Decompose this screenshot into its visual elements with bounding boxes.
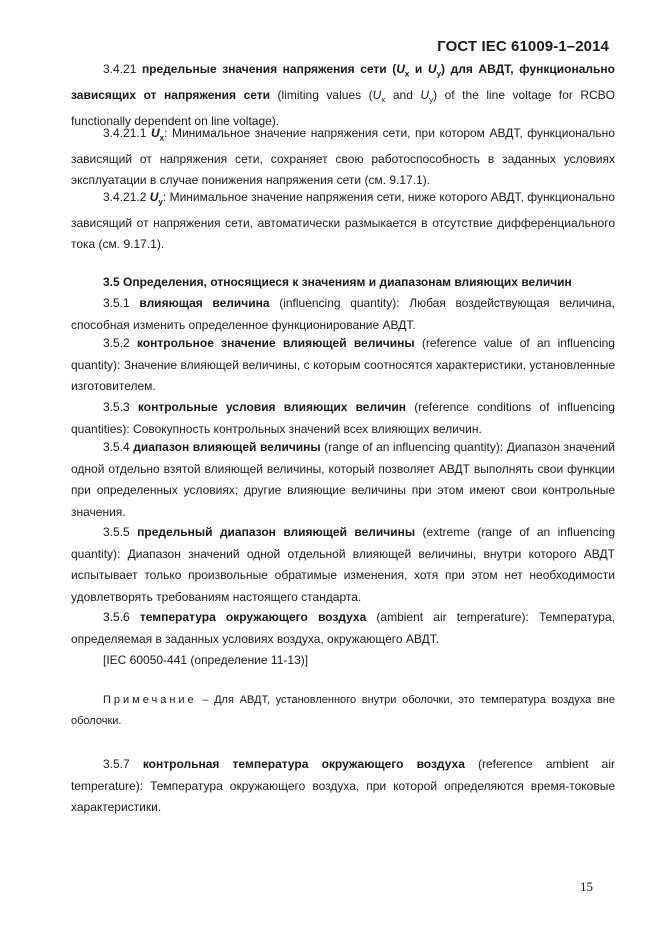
term-conjunction: и <box>409 62 428 76</box>
eng-symbol-uy: U <box>420 87 430 102</box>
term: диапазон влияющей величины <box>133 440 321 454</box>
term: контрольные условия влияющих величин <box>137 400 407 414</box>
english-part-b: ) of the line voltage for RCBO functionally dependent on line voltage). <box>71 87 615 128</box>
clause-3-4-21 <box>71 59 615 132</box>
clause-3-5-7 <box>71 754 615 819</box>
symbol-uy: U <box>149 190 159 204</box>
definition-text: (range of an influencing quantity): Диапазон значений одной отдельно взятой влияющей величины, который позволяет АВДТ выполнять свои функции при определенных условиях; другие влияющие величины при этом имеют свои контрольные значения. <box>71 440 615 519</box>
symbol-uy: U <box>427 62 437 76</box>
clause-3-5-3 <box>71 397 615 440</box>
clause-3-4-21-1 <box>71 123 615 192</box>
eng-symbol-ux: U <box>372 87 382 102</box>
subscript-x: x <box>159 133 165 143</box>
section-3-5-title: 3.5 Определения, относящиеся к значениям и диапазонам влияющих величин <box>103 275 572 289</box>
subscript-y: y <box>436 69 442 79</box>
term-part-a: предельные значения напряжения сети ( <box>141 62 397 76</box>
english-part-a: (limiting values ( <box>270 87 373 102</box>
clause-number: 3.5.5 <box>103 525 138 539</box>
eng-subscript-x: x <box>381 95 386 105</box>
note <box>71 690 615 732</box>
clause-3-5-1 <box>71 293 615 336</box>
clause-number: 3.5.2 <box>103 336 137 350</box>
definition-text: Минимальное значение напряжения сети, ниже которого АВДТ, функционально зависящий от напряжения сети, автоматически размыкается в отсутствие дифференциального тока (см. 9.17.1). <box>71 190 615 252</box>
note-text: – Для АВДТ, установленного внутри оболочки, это температура воздуха вне оболочки. <box>71 694 615 727</box>
eng-subscript-y: y <box>429 95 434 105</box>
colon: : <box>162 190 167 204</box>
clause-3-5-5 <box>71 522 615 608</box>
clause-number: 3.4.21.2 <box>103 190 150 204</box>
clause-number: 3.5.6 <box>103 610 140 624</box>
colon: : <box>164 126 168 140</box>
term: влияющая величина <box>139 296 270 310</box>
definition-text: (influencing quantity): Любая воздействующая величина, способная изменить определенное функционирование АВДТ. <box>71 296 615 332</box>
standard-header: ГОСТ IEC 61009-1–2014 <box>437 38 609 55</box>
clause-3-5-6 <box>71 607 615 650</box>
symbol-ux: U <box>150 126 160 140</box>
term: температура окружающего воздуха <box>139 610 367 624</box>
clause-3-5-4 <box>71 437 615 523</box>
definition-text: (ambient air temperature): Температура, определяемая в заданных условиях воздуха, окружающего АВДТ. <box>71 610 615 646</box>
clause-number: 3.5.1 <box>103 296 140 310</box>
iec-reference: [IEC 60050-441 (определение 11-13)] <box>103 653 309 667</box>
symbol-ux: U <box>396 62 405 76</box>
clause-number: 3.5.3 <box>103 400 138 414</box>
definition-text: (reference ambient air temperature): Температура окружающего воздуха, при которой определяются время-токовые характеристики. <box>71 757 615 814</box>
clause-3-4-21-2 <box>71 187 615 256</box>
subscript-y: y <box>158 197 163 207</box>
term: предельный диапазон влияющей величины <box>137 525 416 539</box>
definition-text: (reference conditions of influencing quantities): Совокупность контрольных значений всех влияющих величин. <box>71 400 615 436</box>
clause-number: 3.4.21.1 <box>103 126 151 140</box>
definition-text: (reference value of an influencing quantity): Значение влияющей величины, с которым соотносятся характеристики, установленные изготовителем. <box>71 336 615 393</box>
clause-number: 3.5.7 <box>103 757 143 771</box>
english-conjunction: and <box>385 87 421 102</box>
term-part-b: ) для АВДТ, функционально зависящих от напряжения сети <box>71 62 616 102</box>
clause-3-5-2 <box>71 333 615 398</box>
definition-text: (extreme (range of an influencing quantity): Диапазон значений одной отдельной влияющей величины, внутри которого АВДТ испытывает только произвольные обратимые изменения, хотя при этом нет необходимости удовлетворять требованиям настоящего стандарта. <box>71 525 615 604</box>
term: контрольное значение влияющей величины <box>136 336 415 350</box>
note-label: Примечание <box>103 694 197 706</box>
clause-number: 3.4.21 <box>103 62 142 76</box>
term: контрольная температура окружающего воздуха <box>142 757 465 771</box>
page-number: 15 <box>580 879 593 894</box>
subscript-x: x <box>404 69 410 79</box>
definition-text: Минимальное значение напряжения сети, при котором АВДТ, функционально зависящий от напряжения сети, сохраняет свою работоспособность в заданных условиях эксплуатации в случае понижения напряжения сети (см. 9.17.1). <box>71 126 615 188</box>
clause-number: 3.5.4 <box>103 440 134 454</box>
